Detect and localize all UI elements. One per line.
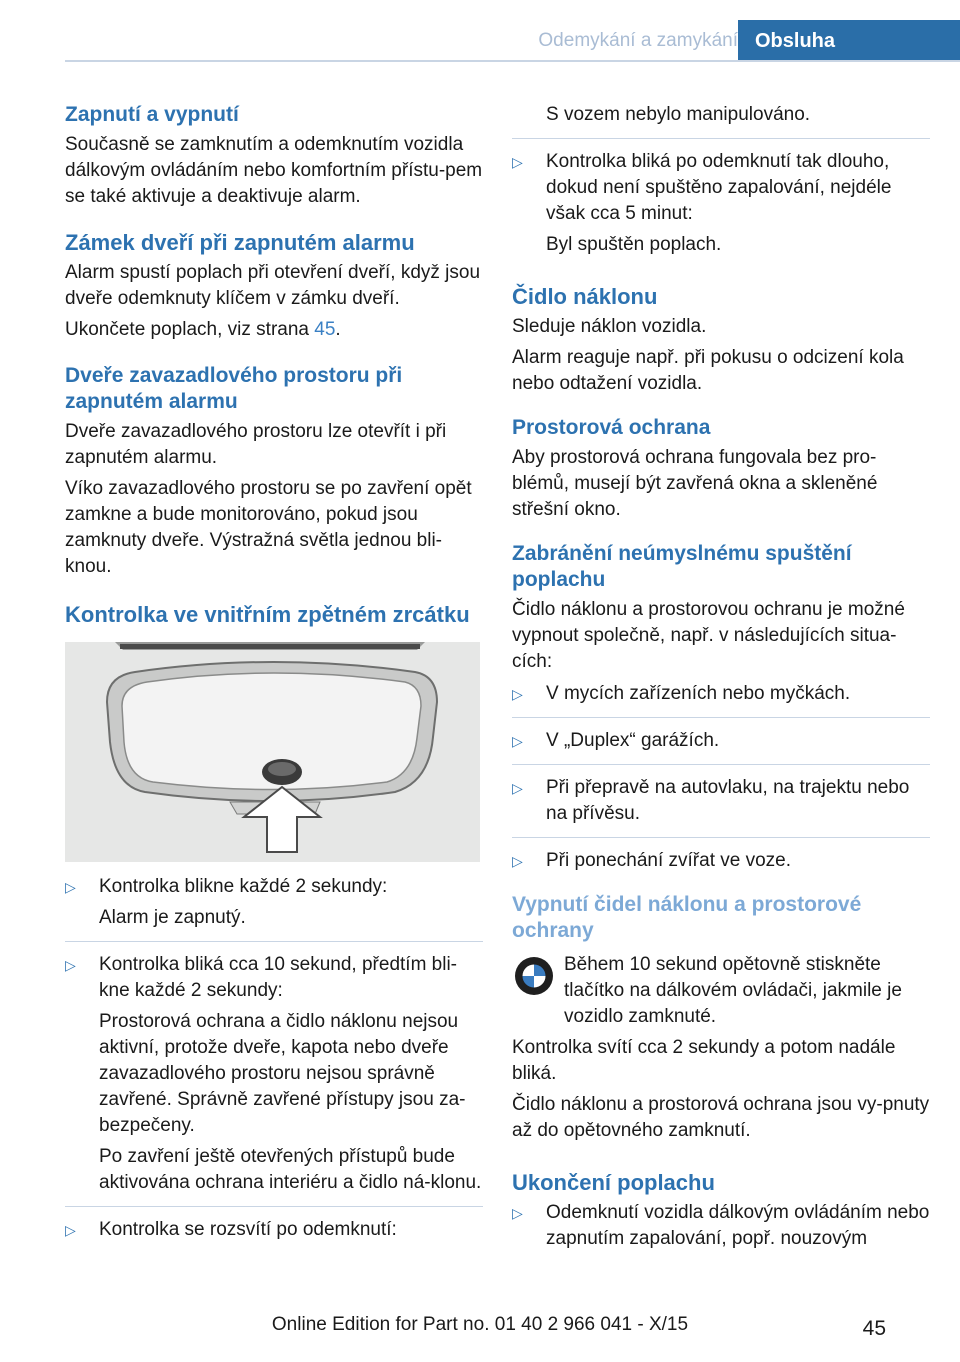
paragraph-reference: Ukončete poplach, viz strana 45.	[65, 319, 341, 340]
header-chapter-tab: Obsluha	[738, 20, 960, 62]
paragraph: Současně se zamknutím a odemknutím vozidla dálkovým ovládáním nebo komfortním přístu‐pem se také aktivuje a deaktivuje alarm.	[65, 134, 483, 207]
list-item: ▷ Kontrolka bliká cca 10 sekund, předtím bli‐kne každé 2 sekundy:	[65, 954, 458, 1001]
button-instruction	[512, 952, 930, 1030]
list-subtext: Byl spuštěn poplach.	[546, 234, 722, 255]
heading-cidlo-naklonu: Čidlo náklonu	[512, 284, 658, 309]
paragraph: Víko zavazadlového prostoru se po zavření opět zamkne a bude monitorováno, pokud jsou zamknuty dveře. Výstražná světla jednou bli‐knou.	[65, 478, 472, 577]
heading-ukonceni-poplachu: Ukončení poplachu	[512, 1170, 715, 1195]
paragraph: Dveře zavazadlového prostoru lze otevřít i při zapnutém alarmu.	[65, 421, 447, 468]
page-header	[0, 0, 960, 62]
divider	[512, 138, 930, 139]
divider	[512, 764, 930, 765]
right-column	[512, 102, 930, 1252]
page-link[interactable]: 45	[314, 319, 336, 340]
heading-prostorova-ochrana: Prostorová ochrana	[512, 416, 711, 439]
paragraph: Alarm spustí poplach při otevření dveří, když jsou dveře odemknuty klíčem v zámku dveří.	[65, 262, 481, 309]
list-subtext: Po zavření ještě otevřených přístupů bude aktivována ochrana interiéru a čidlo ná‐klonu.	[99, 1146, 482, 1193]
list-item: ▷ Při přepravě na autovlaku, na trajektu nebo na přívěsu.	[512, 777, 910, 824]
list-subtext: S vozem nebylo manipulováno.	[546, 104, 811, 125]
divider	[512, 717, 930, 718]
heading-dvere-zavazadloveho: Dveře zavazadlového prostoru při zapnutém alarmu	[65, 364, 403, 413]
list-item: ▷ Při ponechání zvířat ve voze.	[512, 848, 930, 874]
divider	[512, 837, 930, 838]
triangle-right-icon: ▷	[512, 853, 523, 869]
list-subtext: Prostorová ochrana a čidlo náklonu nejsou aktivní, protože dveře, kapota nebo dveře zavazadlového prostoru nejsou správně zavřené. Správně zavřené přístupy jsou za‐bezpečeny.	[99, 1011, 466, 1136]
list-item: ▷ V mycích zařízeních nebo myčkách.	[512, 681, 930, 707]
heading-kontrolka: Kontrolka ve vnitřním zpětném zrcátku	[65, 602, 470, 627]
divider	[65, 1206, 483, 1207]
mirror-illustration	[65, 642, 480, 862]
triangle-right-icon: ▷	[512, 1205, 523, 1221]
triangle-right-icon: ▷	[512, 154, 523, 170]
triangle-right-icon: ▷	[512, 733, 523, 749]
list-item: ▷ Kontrolka se rozsvítí po odemknutí:	[65, 1217, 483, 1243]
heading-vypnuti-cidel: Vypnutí čidel náklonu a prostorové ochrany	[512, 893, 862, 942]
list-subtext: Alarm je zapnutý.	[99, 907, 246, 928]
indicator-list	[65, 874, 483, 1243]
triangle-right-icon: ▷	[512, 780, 523, 796]
triangle-right-icon: ▷	[512, 686, 523, 702]
header-section-title: Odemykání a zamykání	[538, 30, 738, 51]
paragraph: Sleduje náklon vozidla.	[512, 316, 707, 337]
situation-list	[512, 681, 930, 874]
page-number: 45	[862, 1317, 886, 1340]
heading-zamek-dveri: Zámek dveří při zapnutém alarmu	[65, 230, 415, 255]
list-item: ▷ Kontrolka blikne každé 2 sekundy:	[65, 874, 483, 900]
paragraph: Čidlo náklonu a prostorovou ochranu je možné vypnout společně, např. v následujících situa‐cích:	[512, 599, 905, 672]
header-rule	[65, 60, 960, 62]
triangle-right-icon: ▷	[65, 1222, 76, 1238]
paragraph: Alarm reaguje např. při pokusu o odcizení kola nebo odtažení vozidla.	[512, 347, 904, 394]
heading-zabraneni: Zabránění neúmyslnému spuštění poplachu	[512, 542, 852, 591]
paragraph: Kontrolka svítí cca 2 sekundy a potom nadále bliká.	[512, 1037, 896, 1084]
paragraph: Během 10 sekund opětovně stiskněte tlačítko na dálkovém ovládači, jakmile je vozidlo zamknuté.	[564, 954, 902, 1027]
triangle-right-icon: ▷	[65, 957, 76, 973]
footer-edition: Online Edition for Part no. 01 40 2 966 041 - X/15	[271, 1314, 689, 1335]
heading-zapnuti: Zapnutí a vypnutí	[65, 103, 239, 126]
left-column	[65, 102, 483, 1243]
paragraph: Aby prostorová ochrana fungovala bez pro‐blémů, musejí být zavřená okna a skleněné střešní okno.	[512, 447, 878, 520]
list-item: ▷ V „Duplex“ garážích.	[512, 728, 930, 754]
triangle-right-icon: ▷	[65, 879, 76, 895]
bmw-logo-icon	[514, 956, 554, 996]
paragraph: Čidlo náklonu a prostorová ochrana jsou vy‐pnuty až do opětovného zamknutí.	[512, 1094, 930, 1141]
divider	[65, 941, 483, 942]
list-item: ▷ Kontrolka bliká po odemknutí tak dlouho, dokud není spuštěno zapalování, nejdéle však cca 5 minut:	[512, 151, 892, 224]
list-item: ▷ Odemknutí vozidla dálkovým ovládáním nebo zapnutím zapalování, popř. nouzovým	[512, 1202, 930, 1249]
